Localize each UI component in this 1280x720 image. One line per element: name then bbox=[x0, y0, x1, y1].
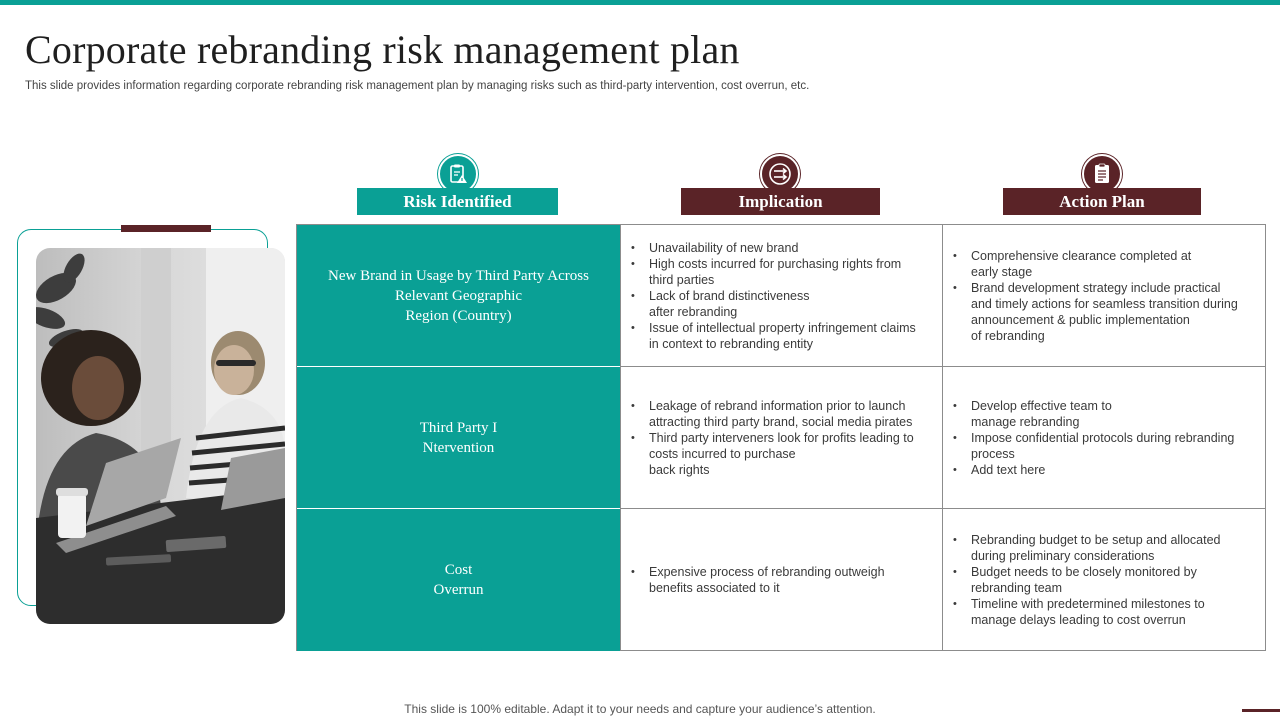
implication-item: • High costs incurred for purchasing rights from third parties bbox=[631, 256, 916, 288]
action-item: • Budget needs to be closely monitored by rebranding team bbox=[953, 564, 1221, 596]
corner-accent-bar bbox=[1242, 709, 1280, 712]
table-row bbox=[297, 367, 1265, 509]
implication-item: • Lack of brand distinctiveness after rebranding bbox=[631, 288, 916, 320]
table-row bbox=[297, 509, 1265, 651]
risk-table bbox=[296, 224, 1266, 651]
page-title: Corporate rebranding risk management plan bbox=[25, 27, 740, 72]
page-subtitle: This slide provides information regarding corporate rebranding risk management plan by managing risks such as third-party intervention, cost overrun, etc. bbox=[25, 80, 810, 92]
implication-item: • Leakage of rebrand information prior to launch attracting third party brand, social media pirates bbox=[631, 398, 914, 430]
action-cell bbox=[942, 225, 1265, 367]
footer-note: This slide is 100% editable. Adapt it to your needs and capture your audience’s attention. bbox=[404, 702, 876, 716]
action-item: • Impose confidential protocols during rebranding process bbox=[953, 430, 1234, 462]
action-cell bbox=[942, 367, 1265, 509]
team-meeting-photo bbox=[36, 248, 285, 624]
implication-cell bbox=[620, 225, 942, 367]
top-accent-bar bbox=[0, 0, 1280, 5]
action-item: • Rebranding budget to be setup and allocated during preliminary considerations bbox=[953, 532, 1221, 564]
implication-item: • Unavailability of new brand bbox=[631, 240, 916, 256]
implication-item: • Issue of intellectual property infringement claims in context to rebranding entity bbox=[631, 320, 916, 352]
implication-item: • Expensive process of rebranding outweigh benefits associated to it bbox=[631, 564, 885, 596]
risk-cell: Third Party I Ntervention bbox=[297, 367, 620, 509]
photo-accent-bar bbox=[121, 225, 211, 232]
header-implication: Implication bbox=[681, 188, 880, 215]
action-item: • Add text here bbox=[953, 462, 1234, 478]
risk-cell: New Brand in Usage by Third Party Across Relevant Geographic Region (Country) bbox=[297, 225, 620, 367]
implication-cell bbox=[620, 509, 942, 651]
action-item: • Comprehensive clearance completed at early stage bbox=[953, 248, 1238, 280]
risk-cell: Cost Overrun bbox=[297, 509, 620, 651]
implication-item: • Third party interveners look for profits leading to costs incurred to purchase back rights bbox=[631, 430, 914, 478]
table-row bbox=[297, 225, 1265, 367]
action-item: • Timeline with predetermined milestones to manage delays leading to cost overrun bbox=[953, 596, 1221, 628]
action-item: • Develop effective team to manage rebranding bbox=[953, 398, 1234, 430]
implication-cell bbox=[620, 367, 942, 509]
action-cell bbox=[942, 509, 1265, 651]
header-risk-identified: Risk Identified bbox=[357, 188, 558, 215]
action-item: • Brand development strategy include practical and timely actions for seamless transition during announcement & public implementation of rebranding bbox=[953, 280, 1238, 344]
header-action-plan: Action Plan bbox=[1003, 188, 1201, 215]
